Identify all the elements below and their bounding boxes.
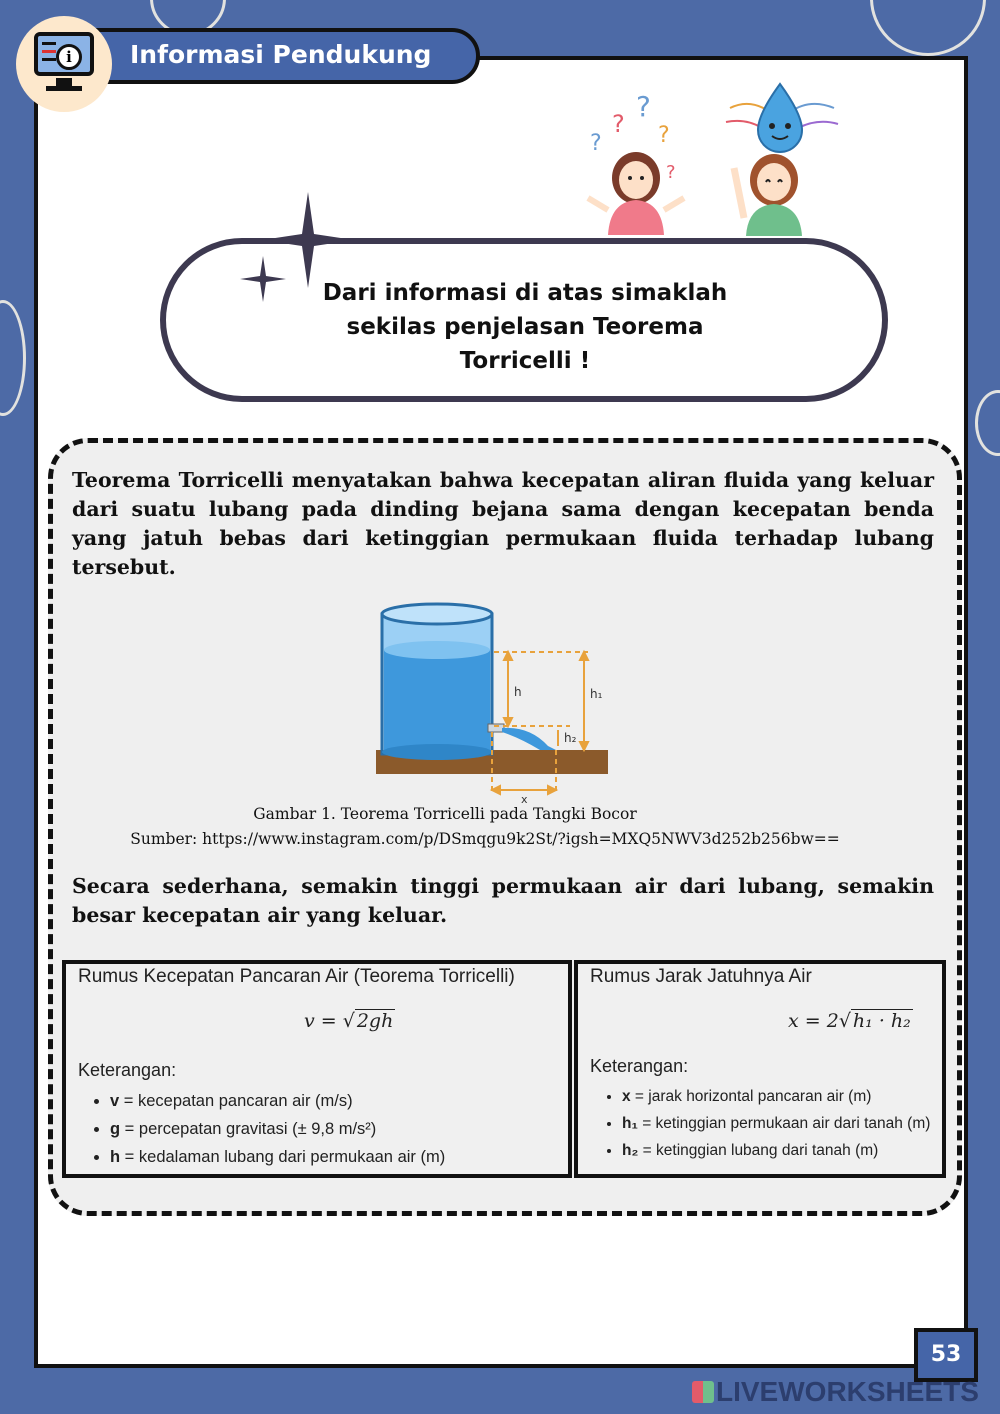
happy-girl-illustration — [710, 78, 850, 236]
watermark-text: LIVEWORKSHEETS — [716, 1376, 979, 1407]
decorative-curl — [975, 390, 1000, 456]
svg-text:?: ? — [666, 162, 676, 183]
figure-source: Sumber: https://www.instagram.com/p/DSmqgu9k2St/?igsh=MXQ5NWV3d252b256bw== — [130, 830, 840, 848]
formula-distance — [788, 1010, 913, 1032]
list-item: • v = kecepatan pancaran air (m/s) — [110, 1092, 445, 1111]
header-title: Informasi Pendukung — [130, 40, 432, 69]
formula-distance-radicand: h₁ · h₂ — [852, 1010, 911, 1032]
formula-velocity — [304, 1010, 395, 1032]
svg-text:?: ? — [590, 131, 602, 156]
figure-caption-title: Gambar 1. Teorema Torricelli pada Tangki Bocor — [253, 805, 637, 823]
label-h: h — [514, 685, 522, 699]
confused-girl-illustration — [580, 90, 695, 235]
formula-box-distance — [574, 960, 946, 1178]
keterangan-label: Keterangan: — [590, 1056, 689, 1076]
svg-text:?: ? — [636, 90, 651, 123]
formula-velocity-radicand: 2gh — [356, 1010, 394, 1032]
list-item: • h₁ = ketinggian permukaan air dari tanah (m) — [622, 1115, 930, 1133]
list-item: • h = kedalaman lubang dari permukaan air (m) — [110, 1148, 445, 1167]
torricelli-definition: Teorema Torricelli menyatakan bahwa kecepatan aliran fluida yang keluar dari suatu lubang pada dinding bejana sama dengan kecepatan benda yang jatuh bebas dari ketinggian permukaan fluida terhadap lubang tersebut. — [72, 468, 934, 579]
list-item: • h₂ = ketinggian lubang dari tanah (m) — [622, 1142, 930, 1160]
intro-line-2: sekilas penjelasan Teorema — [346, 314, 704, 340]
intro-line-3: Torricelli ! — [459, 348, 591, 374]
variable-list — [602, 1088, 930, 1169]
formula-velocity-lhs: v = — [304, 1010, 343, 1032]
torricelli-tank-figure — [370, 600, 620, 805]
figure-caption — [60, 802, 910, 852]
monitor-base — [46, 86, 82, 91]
label-h2: h₂ — [564, 731, 577, 745]
intro-bubble-text — [300, 276, 750, 378]
list-item: • g = percepatan gravitasi (± 9,8 m/s²) — [110, 1120, 445, 1139]
decorative-curl — [870, 0, 986, 56]
keterangan-label: Keterangan: — [78, 1060, 177, 1080]
svg-text:?: ? — [612, 110, 625, 138]
label-x: x — [521, 793, 528, 805]
decorative-curl — [0, 300, 26, 416]
formula-velocity-title: Rumus Kecepatan Pancaran Air (Teorema Torricelli) — [78, 966, 515, 987]
formula-distance-title: Rumus Jarak Jatuhnya Air — [590, 966, 812, 987]
formula-distance-lhs: x = 2 — [788, 1010, 839, 1032]
variable-list — [90, 1092, 445, 1176]
intro-line-1: Dari informasi di atas simaklah — [322, 280, 728, 306]
sqrt-icon: √ — [342, 1010, 355, 1032]
info-icon: i — [56, 44, 82, 70]
liveworksheets-logo-icon — [692, 1381, 714, 1403]
formula-box-velocity — [62, 960, 572, 1178]
sparkle-star-small-icon — [240, 256, 286, 302]
sqrt-icon: √ — [838, 1010, 851, 1032]
svg-text:?: ? — [658, 123, 670, 148]
simple-explanation: Secara sederhana, semakin tinggi permukaan air dari lubang, semakin besar kecepatan air yang keluar. — [72, 874, 934, 927]
list-item: • x = jarak horizontal pancaran air (m) — [622, 1088, 930, 1106]
liveworksheets-watermark — [692, 1376, 979, 1408]
label-h1: h₁ — [590, 687, 603, 701]
page-number: 53 — [914, 1328, 978, 1382]
